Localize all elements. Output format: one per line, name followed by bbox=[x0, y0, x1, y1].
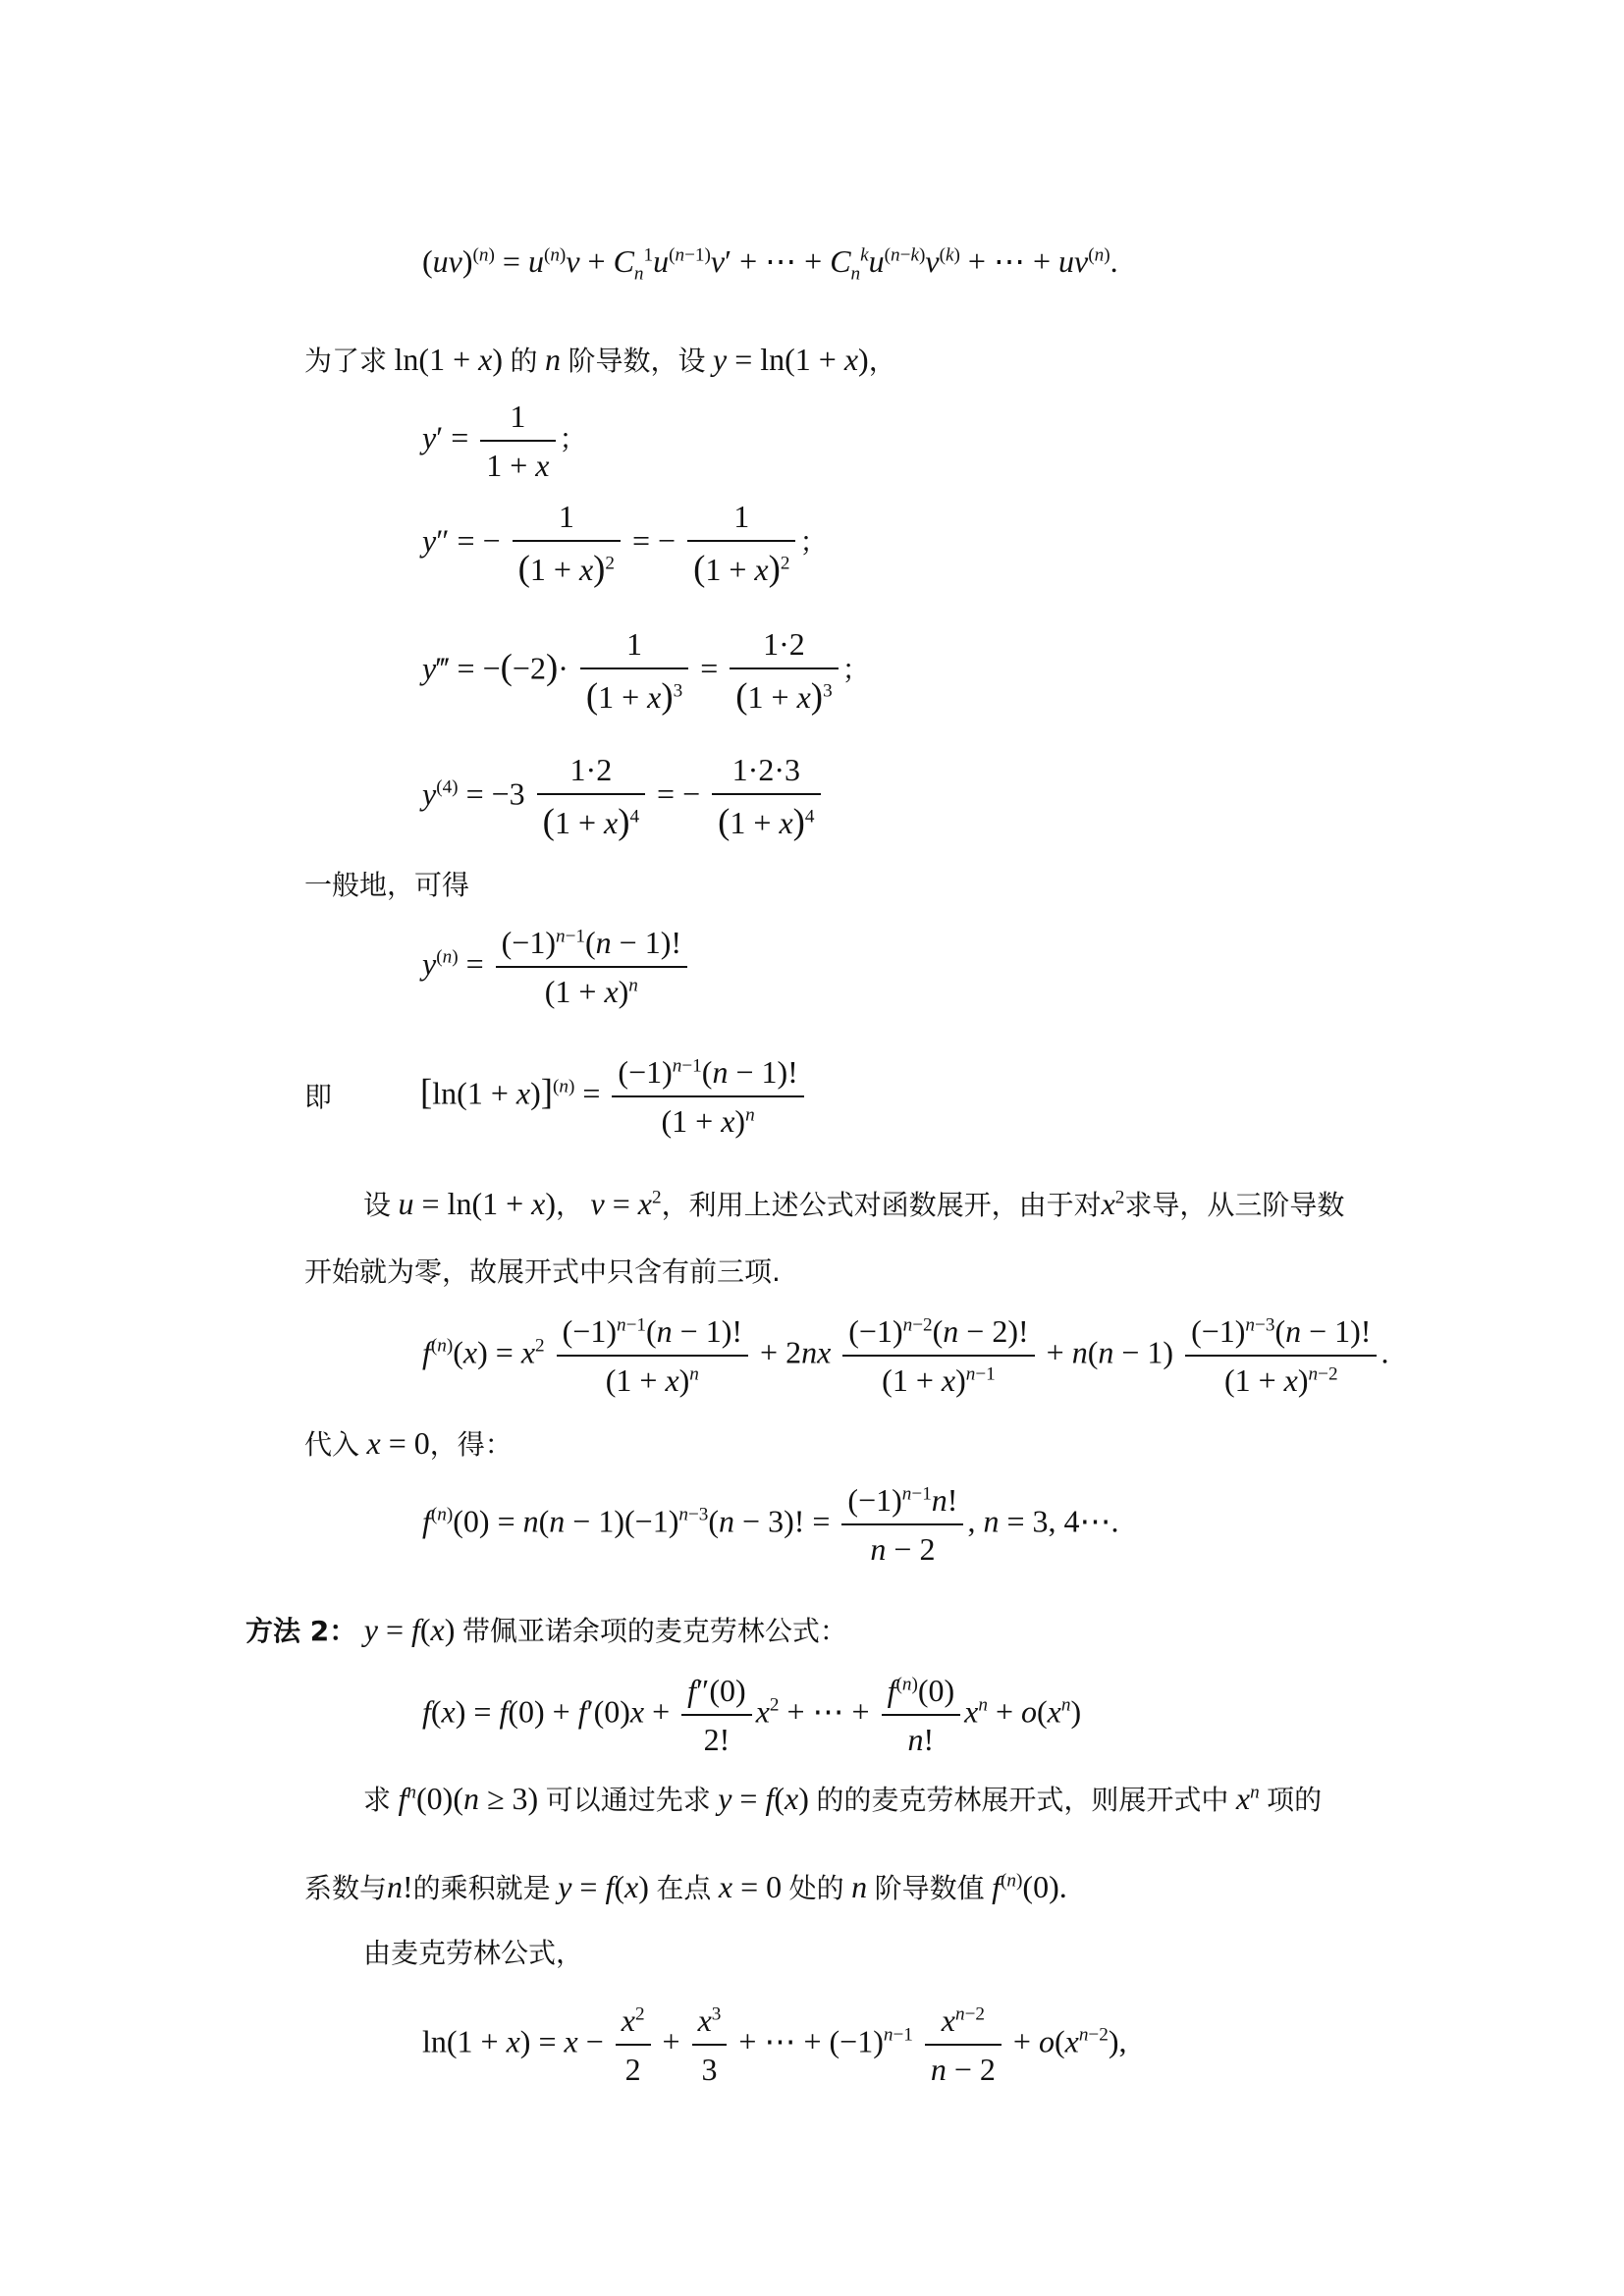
paragraph-method2-line2: 系数与n!的乘积就是 y = f(x) 在点 x = 0 处的 n 阶导数值 $f^{(n)}(0)$. bbox=[304, 1869, 1067, 1904]
fourth-derivative: $y^{(4)} = -3$ $\frac{1\cdot 2}{(1 + x)^4}$ = − $\frac{1\cdot 2\cdot 3}{(1 + x)^4}$ bbox=[422, 750, 825, 844]
leibniz-formula: $(uv)^{(n)} = u^{(n)}v + C_n^1u^{(n-1)}v'$ + ⋯ + $C_n^ku^{(n-k)}v^{(k)}$ + ⋯ + $uv^{(n)}$. bbox=[422, 243, 1118, 285]
ln-nth-derivative: $[\ln(1 + x)]^{(n)}$ = $\frac{(-1)^{n-1}(n - 1)!}{(1 + x)^n}$ bbox=[420, 1052, 808, 1141]
general-statement: 一般地，可得 bbox=[304, 869, 470, 901]
paragraph-method2: 求 $f^n(0)(n \ge 3)$ 可以通过先求 y = f(x) 的的麦克劳林展开式，则展开式中 $x^n$ 项的 bbox=[363, 1781, 1323, 1816]
paragraph-setup: 设 u = ln(1 + x)， $v = x^2$，利用上述公式对函数展开，由于对$x^2$求导，从三阶导数 bbox=[363, 1186, 1345, 1221]
fn-x-expansion: $f^{(n)}(x) = x^2$ $\frac{(-1)^{n-1}(n - 1)!}{(1 + x)^n}$ + 2nx $\frac{(-1)^{n-2}(n - 2)!}{(1 + x)^{n-1}}$ + n(n − 1) $\frac{(-1)^{n-3}(n - 1)!}{(1 + x)^{n-2}}$ . bbox=[422, 1313, 1389, 1398]
paragraph-maclaurin-intro: 由麦克劳林公式， bbox=[363, 1937, 584, 1969]
first-derivative: y′ = $\frac{1}{1 + x}$ ； bbox=[422, 399, 587, 483]
maclaurin-formula: f(x) = f(0) + f′(0)x + $\frac{f''(0)}{2!}$ $x^2$ + ⋯ + $\frac{f^{(n)}(0)}{n!}$ $x^n + o(x^n)$ bbox=[422, 1673, 1082, 1757]
paragraph-setup-line2: 开始就为零，故展开式中只含有前三项. bbox=[304, 1255, 781, 1288]
ln-expansion: ln(1 + x) = x − $\frac{x^2}{2}$ + $\frac{x^3}{3}$ + ⋯ + $(-1)^{n-1}$ $\frac{x^{n-2}}{n - 2}$ + $o(x^{n-2})$, bbox=[422, 2002, 1127, 2087]
ji-label: 即 bbox=[304, 1081, 333, 1113]
third-derivative: y‴ = −(−2)· $\frac{1}{(1 + x)^3}$ = $\frac{1\cdot 2}{(1 + x)^3}$ ； bbox=[422, 624, 870, 719]
nth-derivative: $y^{(n)}$ = $\frac{(-1)^{n-1}(n - 1)!}{(1 + x)^n}$ bbox=[422, 923, 691, 1011]
fn-zero-result: $f^{(n)}(0) = n(n - 1)(-1)^{n-3}(n - 3)$! = $\frac{(-1)^{n-1}n!}{n - 2}$ , n = 3, 4⋯. bbox=[422, 1482, 1119, 1567]
substitute-line: 代入 x = 0，得： bbox=[304, 1425, 513, 1461]
intro-line: 为了求 ln(1 + x) 的 n 阶导数，设 y = ln(1 + x)， bbox=[304, 342, 896, 377]
second-derivative: y″ = − $\frac{1}{(1 + x)^2}$ = − $\frac{1}{(1 + x)^2}$ ； bbox=[422, 497, 827, 591]
method2-heading: 方法 2： y = f(x) 带佩亚诺余项的麦克劳林公式： bbox=[245, 1612, 847, 1647]
